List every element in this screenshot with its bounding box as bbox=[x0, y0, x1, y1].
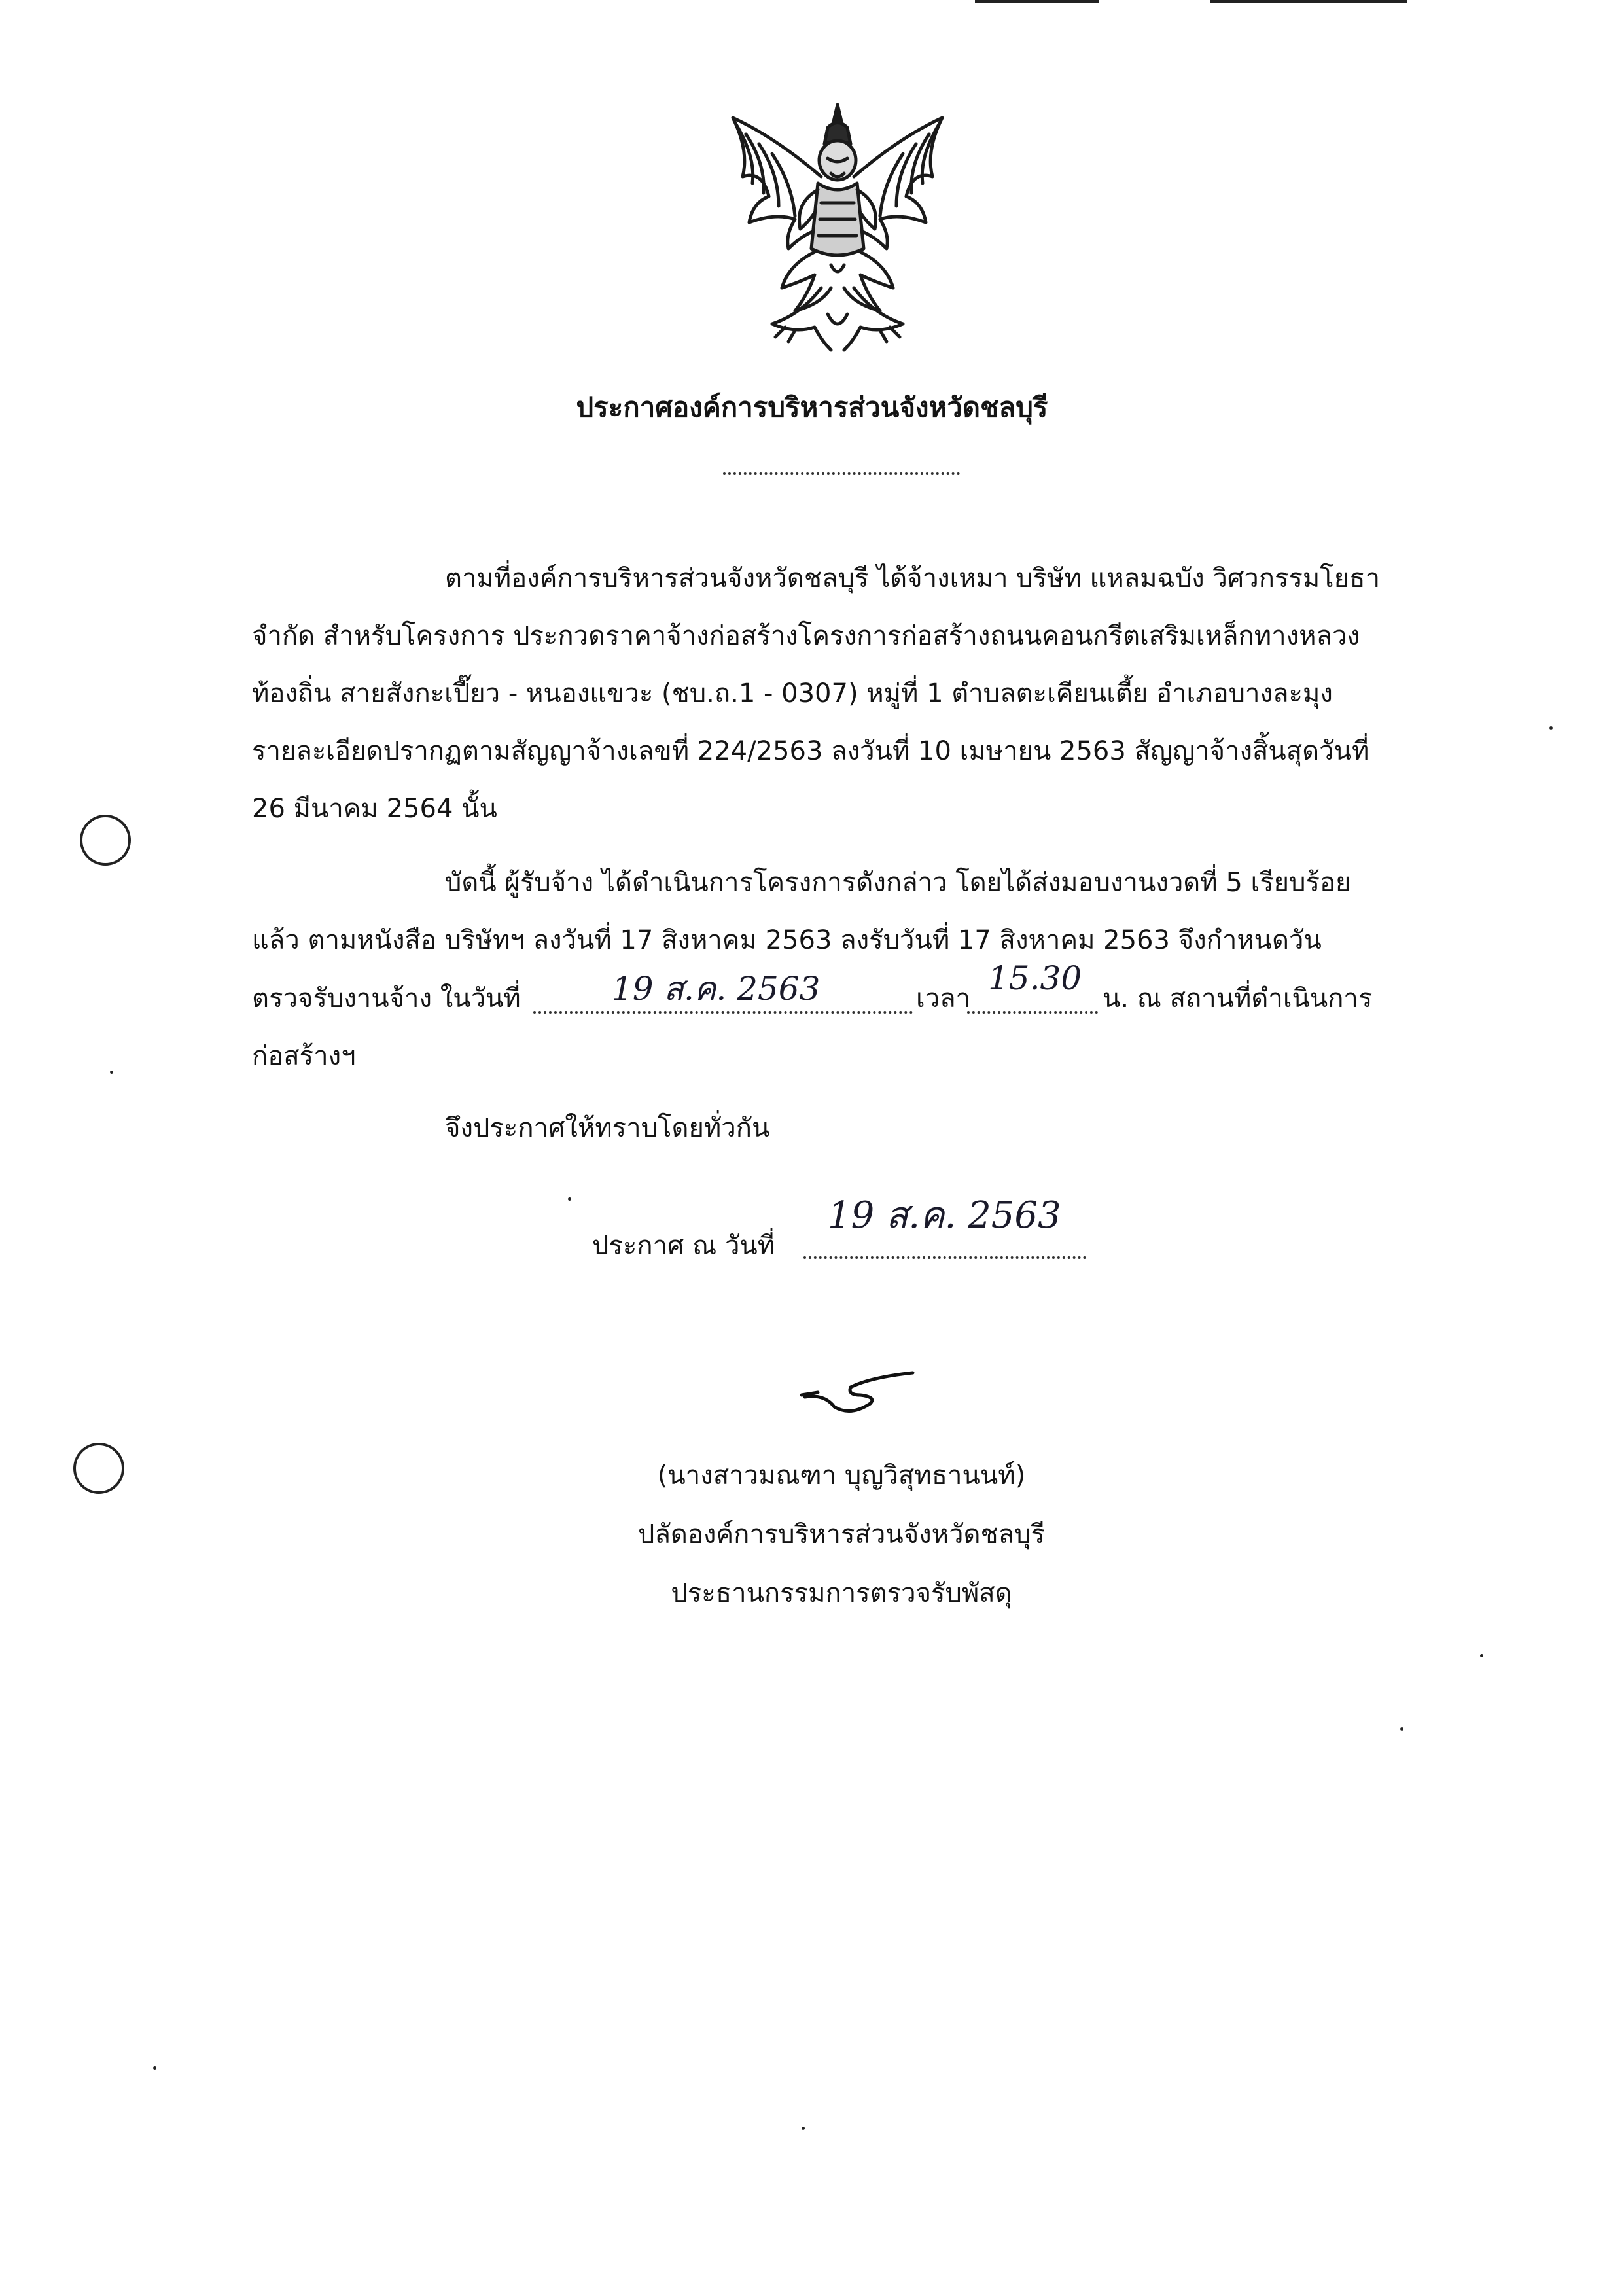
scan-speck bbox=[1480, 1654, 1483, 1657]
announce-label: ประกาศ ณ วันที่ bbox=[592, 1231, 775, 1261]
announce-date-fill-line bbox=[803, 1256, 1086, 1259]
page-title: ประกาศองค์การบริหารส่วนจังหวัดชลบุรี bbox=[576, 391, 1048, 423]
paragraph-line: แล้ว ตามหนังสือ บริษัทฯ ลงวันที่ 17 สิงหาคม 2563 ลงรับวันที่ 17 สิงหาคม 2563 จึงกำหนดวัน bbox=[252, 925, 1322, 955]
scan-speck bbox=[1400, 1727, 1403, 1731]
scan-speck bbox=[802, 2127, 805, 2130]
top-edge-mark bbox=[1210, 0, 1407, 3]
scan-speck bbox=[153, 2066, 156, 2070]
signatory-role: ประธานกรรมการตรวจรับพัสดุ bbox=[671, 1578, 1012, 1608]
paragraph-line: บัดนี้ ผู้รับจ้าง ได้ดำเนินการโครงการดังกล่าว โดยได้ส่งมอบงานงวดที่ 5 เรียบร้อย bbox=[445, 868, 1351, 898]
top-edge-mark bbox=[975, 0, 1099, 3]
time-fill-line bbox=[967, 1011, 1098, 1014]
inspection-suffix: น. ณ สถานที่ดำเนินการ bbox=[1103, 983, 1373, 1014]
paragraph-line: ท้องถิ่น สายสังกะเปี๊ยว - หนองแขวะ (ชบ.ถ.1 - 0307) หมู่ที่ 1 ตำบลตะเคียนเตี้ย อำเภอบางละมุง bbox=[252, 679, 1333, 709]
scan-speck bbox=[568, 1197, 571, 1201]
closing-statement: จึงประกาศให้ทราบโดยทั่วกัน bbox=[445, 1113, 770, 1143]
inspection-label: ตรวจรับงานจ้าง ในวันที่ bbox=[252, 983, 521, 1014]
punch-hole bbox=[80, 815, 131, 866]
paragraph-line: ตามที่องค์การบริหารส่วนจังหวัดชลบุรี ได้จ้างเหมา บริษัท แหลมฉบัง วิศวกรรมโยธา bbox=[445, 563, 1381, 593]
scan-speck bbox=[110, 1071, 113, 1074]
paragraph-line: ก่อสร้างฯ bbox=[252, 1041, 356, 1071]
time-label: เวลา bbox=[916, 983, 971, 1014]
signatory-position: ปลัดองค์การบริหารส่วนจังหวัดชลบุรี bbox=[637, 1519, 1046, 1549]
paragraph-line: 26 มีนาคม 2564 นั้น bbox=[252, 794, 497, 824]
garuda-emblem-icon bbox=[723, 98, 952, 357]
signatory-name: (นางสาวมณฑา บุญวิสุทธานนท์) bbox=[657, 1460, 1026, 1491]
punch-hole bbox=[73, 1443, 124, 1494]
paragraph-line: จำกัด สำหรับโครงการ ประกวดราคาจ้างก่อสร้างโครงการก่อสร้างถนนคอนกรีตเสริมเหล็กทางหลวง bbox=[252, 621, 1360, 651]
handwritten-date: 19 ส.ค. 2563 bbox=[612, 970, 821, 1008]
scan-speck bbox=[1549, 726, 1553, 730]
signature-mark bbox=[798, 1368, 923, 1420]
handwritten-time: 15.30 bbox=[988, 959, 1082, 997]
handwritten-announce-date: 19 ส.ค. 2563 bbox=[828, 1194, 1061, 1237]
paragraph-line: รายละเอียดปรากฏตามสัญญาจ้างเลขที่ 224/2563 ลงวันที่ 10 เมษายน 2563 สัญญาจ้างสิ้นสุดวันที่ bbox=[252, 736, 1369, 766]
title-dotted-rule bbox=[723, 472, 960, 475]
